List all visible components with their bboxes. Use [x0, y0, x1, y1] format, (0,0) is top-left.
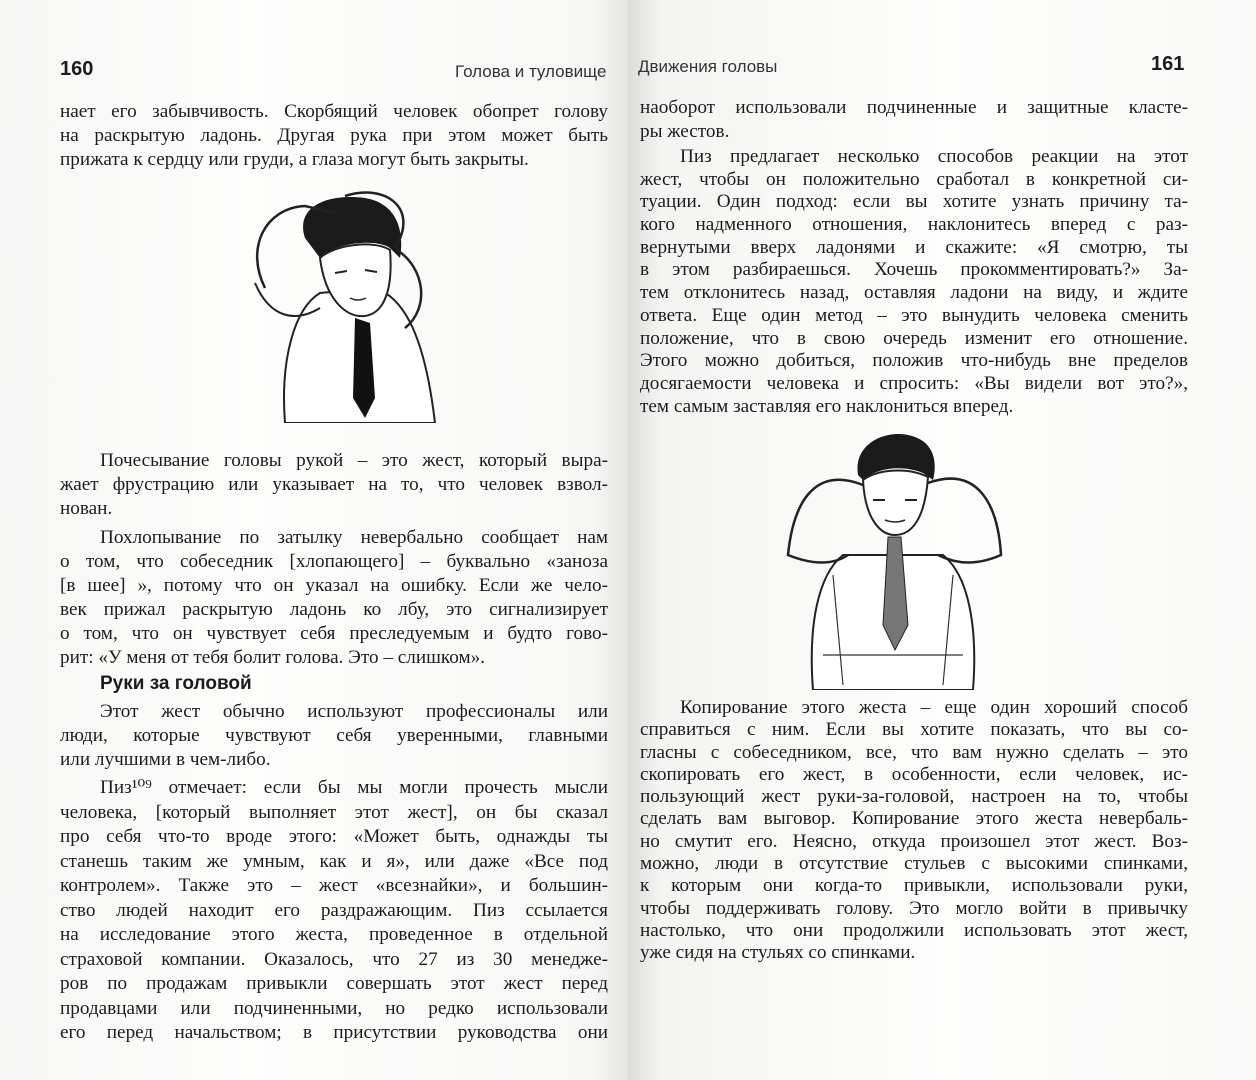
- illustration-man-scratching-head: [225, 188, 465, 423]
- text-line: Похлопывание по затылку невербально сообщает нам: [100, 527, 608, 548]
- text-line: люди, которые чувствуют себя уверенными, главными: [60, 725, 608, 746]
- section-heading: Руки за головой: [100, 673, 252, 694]
- running-head: Движения головы: [638, 57, 778, 76]
- paragraph: [60, 449, 608, 521]
- text-line: Пиз¹⁰⁹ отмечает: если бы мы могли прочесть мысли: [100, 777, 608, 798]
- text-line: настолько, что они продолжили использовать этот жест,: [640, 919, 1188, 941]
- text-line: нован.: [60, 498, 113, 519]
- text-line: ответа. Еще один метод – это вынудить человека сменить: [640, 304, 1188, 326]
- text-line: его перед начальством; в присутствии руководства они: [60, 1022, 608, 1043]
- text-line: тем самым заставляя его наклониться вперед.: [640, 395, 1014, 417]
- paragraph: [60, 100, 608, 172]
- illustration-man-hands-behind-head: [773, 425, 1013, 690]
- text-line: гласны с собеседником, все, что вам нужно сделать – это: [640, 741, 1188, 763]
- text-line: или лучшими в чем-либо.: [60, 749, 271, 770]
- paragraph: [640, 697, 1188, 965]
- text-line: в этом разбираешься. Хочешь прокомментировать?» За-: [640, 259, 1188, 281]
- text-line: уже сидя на стульях со спинками.: [640, 942, 916, 964]
- paragraph: [60, 700, 608, 772]
- text-line: на исследование этого жеста, проведенное в отдельной: [60, 924, 608, 945]
- text-line: ство людей находит его раздражающим. Пиз ссылается: [60, 899, 608, 921]
- text-line: досягаемости человека и спросить: «Вы видели вот это?»,: [640, 372, 1188, 394]
- text-line: о том, что он чувствует себя преследуемым и будто гово-: [60, 623, 608, 644]
- text-line: о том, что собеседник [хлопающего] – буквально «заноза: [60, 551, 608, 572]
- text-line: тем отклонитесь назад, оставляя ладони на виду, и ждите: [640, 282, 1188, 304]
- text-line: к которым они когда-то привыкли, использовали руки,: [640, 875, 1188, 897]
- text-line: [в шее] », потому что он указал на ошибку. Если же чело-: [60, 575, 608, 596]
- text-line: ров по продажам привыкли совершать этот жест перед: [60, 973, 608, 994]
- text-line: туации. Один подход: если вы хотите узнать причину та-: [640, 191, 1188, 213]
- text-line: человека, [который выполняет этот жест], он бы сказал: [60, 801, 608, 823]
- text-line: вернутыми вверх ладонями и скажите: «Я смотрю, ты: [640, 236, 1188, 258]
- paragraph: [640, 146, 1188, 418]
- page-number: 161: [1151, 53, 1185, 75]
- paragraph: [60, 526, 608, 670]
- text-line: наоборот использовали подчиненные и защитные класте-: [640, 97, 1188, 118]
- running-head: Голова и туловище: [455, 62, 607, 81]
- text-line: кого надменного отношения, наклонитесь вперед с раз-: [640, 214, 1188, 236]
- text-line: Этого можно добиться, положив что-нибудь вне пределов: [640, 350, 1188, 372]
- paragraph: [640, 96, 1188, 144]
- right-page: [628, 0, 1256, 1080]
- text-line: страховой компании. Оказалось, что 27 из 30 менедже-: [60, 948, 608, 970]
- text-line: жест, чтобы он положительно сработал в конкретной си-: [640, 168, 1188, 190]
- paragraph: [60, 776, 608, 1046]
- text-line: Почесывание головы рукой – это жест, который выра-: [100, 450, 608, 471]
- text-line: справиться с ним. Если вы хотите показать, что вы со-: [640, 719, 1188, 741]
- text-line: на раскрытую ладонь. Другая рука при этом может быть: [60, 125, 608, 146]
- text-line: можно, люди в отсутствие стульев с высокими спинками,: [640, 853, 1188, 875]
- text-line: прижата к сердцу или груди, а глаза могут быть закрыты.: [60, 149, 529, 170]
- text-line: но смутит его. Неясно, откуда произошел этот жест. Воз-: [640, 830, 1188, 852]
- text-line: Пиз предлагает несколько способов реакции на этот: [680, 146, 1188, 167]
- text-line: Этот жест обычно используют профессионалы или: [100, 701, 608, 722]
- text-line: Копирование этого жеста – еще один хороший способ: [680, 697, 1188, 718]
- text-line: век прижал раскрытую ладонь ко лбу, это сигнализирует: [60, 599, 608, 620]
- text-line: станешь таким же умным, как и я», или даже «Все под: [60, 850, 608, 872]
- text-line: ры жестов.: [640, 121, 730, 142]
- text-line: скопировать его жест, в особенности, если человек, ис-: [640, 763, 1188, 785]
- text-line: чтобы поддерживать голову. Это могло войти в привычку: [640, 897, 1188, 919]
- text-line: жает фрустрацию или указывает на то, что человек взвол-: [60, 474, 608, 495]
- text-line: продавцами или подчиненными, но редко использовали: [60, 997, 608, 1019]
- text-line: контролем». Также это – жест «всезнайки», и большин-: [60, 875, 608, 896]
- text-line: положение, что в свою очередь изменит его отношение.: [640, 327, 1188, 349]
- text-line: про себя что-то вроде этого: «Может быть, однажды ты: [60, 826, 608, 847]
- page-number: 160: [60, 58, 94, 80]
- text-line: пользующий жест руки-за-головой, настроен на то, чтобы: [640, 786, 1188, 808]
- text-line: нает его забывчивость. Скорбящий человек обопрет голову: [60, 101, 608, 122]
- text-line: рит: «У меня от тебя болит голова. Это – слишком».: [60, 647, 485, 668]
- text-line: сделать вам выговор. Копирование этого жеста невербаль-: [640, 808, 1188, 830]
